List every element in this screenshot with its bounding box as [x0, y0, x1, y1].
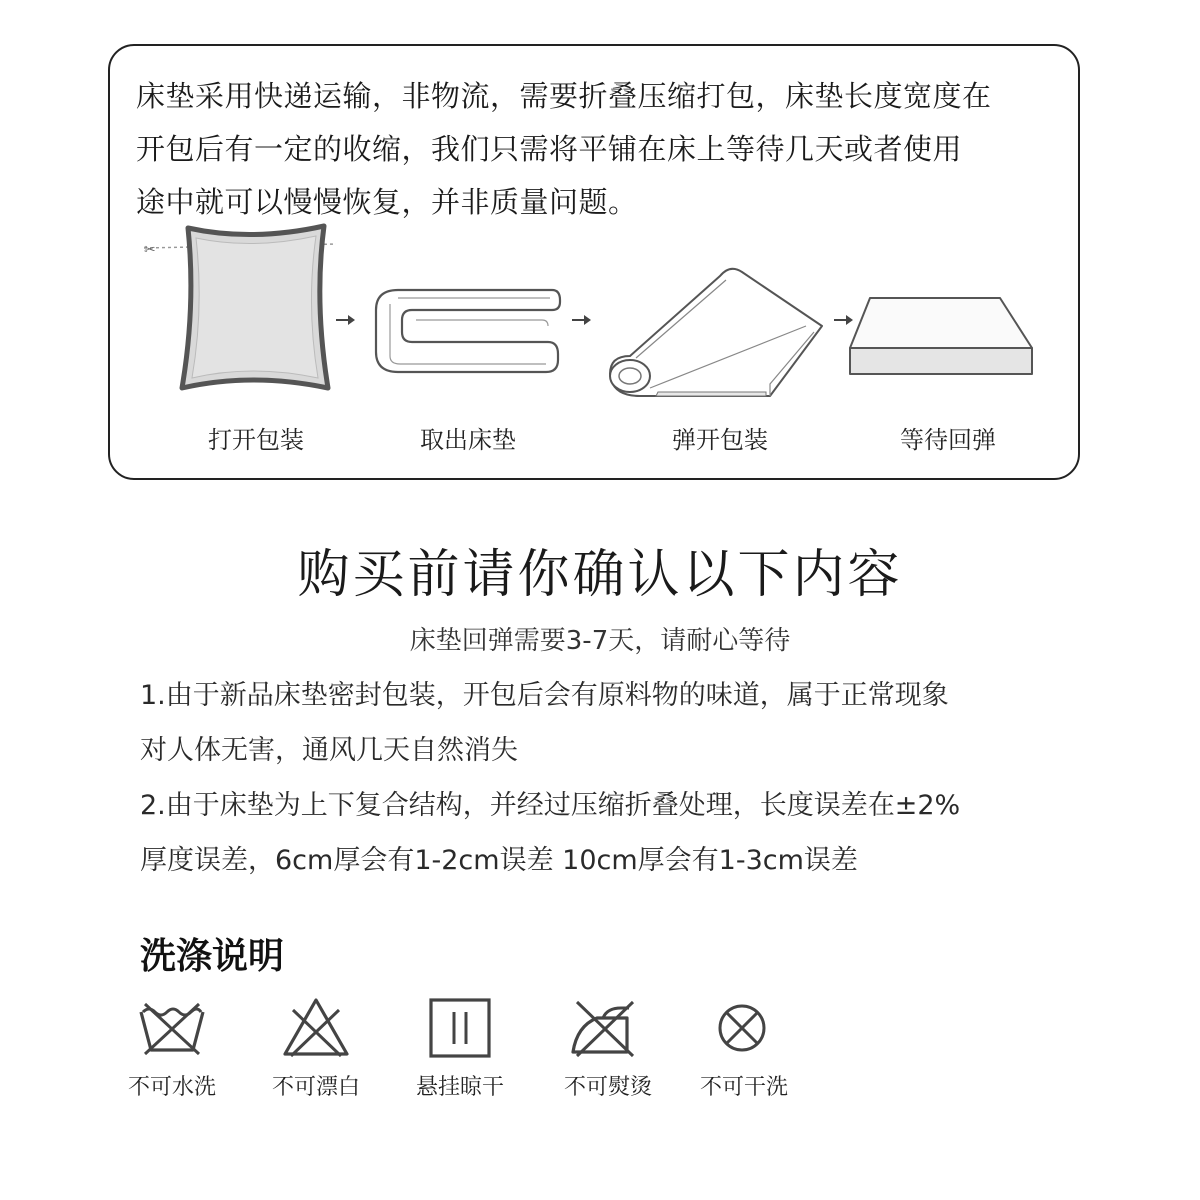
care-label: 不可水洗	[127, 1075, 217, 1100]
no-dry-clean-icon	[707, 996, 777, 1060]
svg-text:✂: ✂	[144, 242, 156, 258]
no-bleach-icon	[281, 996, 351, 1060]
care-label: 不可漂白	[271, 1075, 361, 1100]
shipping-notice-text	[136, 70, 1066, 229]
care-title: 洗涤说明	[140, 936, 285, 977]
step-label: 打开包装	[208, 426, 304, 454]
step-label: 等待回弹	[900, 426, 996, 454]
notice-line: 床垫采用快递运输，非物流，需要折叠压缩打包，床垫长度宽度在	[136, 79, 992, 113]
confirm-title: 购买前请你确认以下内容	[297, 545, 903, 605]
flat-mattress-icon	[846, 294, 1046, 380]
folded-mattress-icon	[368, 284, 568, 380]
unrolling-mattress-icon	[600, 256, 830, 406]
care-item-no-dry-clean	[672, 996, 812, 1060]
care-label: 悬挂晾干	[415, 1075, 505, 1100]
step-label: 取出床垫	[420, 426, 516, 454]
hang-dry-icon	[425, 996, 495, 1060]
note-line: 对人体无害，通风几天自然消失	[140, 735, 518, 766]
shipping-notice-box	[108, 44, 1080, 480]
no-iron-icon	[569, 996, 639, 1060]
care-item-hang-dry	[390, 996, 530, 1060]
arrow-right-icon	[572, 314, 592, 326]
arrow-right-icon	[336, 314, 356, 326]
confirm-subtitle: 床垫回弹需要3-7天，请耐心等待	[409, 626, 791, 656]
care-item-no-wash	[102, 996, 242, 1060]
note-line: 2.由于床垫为上下复合结构，并经过压缩折叠处理，长度误差在±2%	[140, 790, 961, 821]
confirm-notes	[140, 668, 1140, 888]
care-label: 不可熨烫	[563, 1075, 653, 1100]
step-label: 弹开包装	[672, 426, 768, 454]
note-line: 厚度误差，6cm厚会有1-2cm误差 10cm厚会有1-3cm误差	[140, 845, 858, 876]
opened-package-icon	[140, 222, 340, 392]
note-line: 1.由于新品床垫密封包装，开包后会有原料物的味道，属于正常现象	[140, 680, 949, 711]
notice-line: 途中就可以慢慢恢复，并非质量问题。	[136, 185, 638, 219]
care-item-no-bleach	[246, 996, 386, 1060]
care-item-no-iron	[534, 996, 674, 1060]
care-label: 不可干洗	[699, 1075, 789, 1100]
notice-line: 开包后有一定的收缩，我们只需将平铺在床上等待几天或者使用	[136, 132, 963, 166]
no-wash-icon	[137, 996, 207, 1060]
